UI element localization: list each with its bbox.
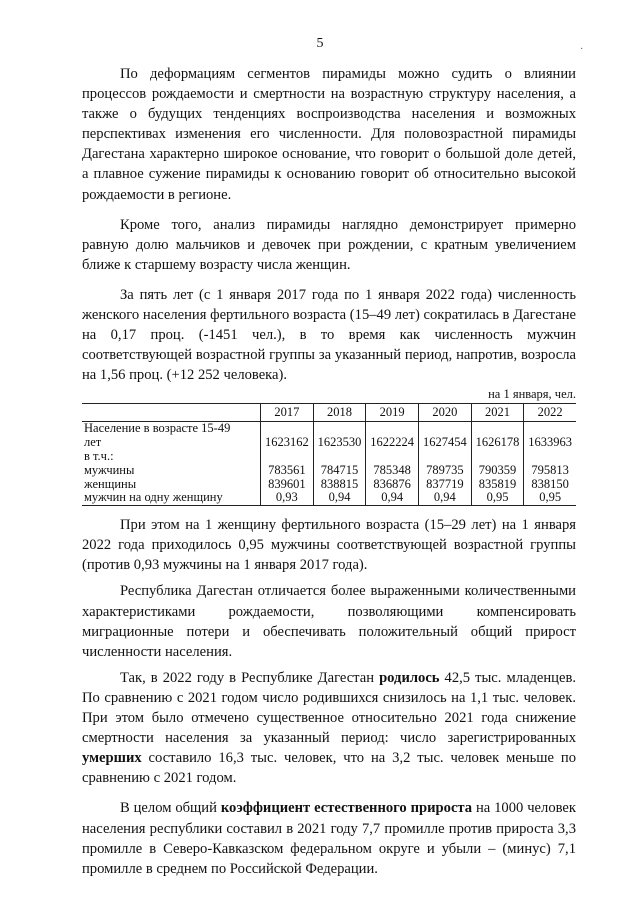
population-table xyxy=(82,403,576,506)
table-cell: 784715 xyxy=(313,464,366,478)
table-header-year: 2018 xyxy=(313,404,366,422)
paragraph-birth-rate: Республика Дагестан отличается более выраженными количественными характеристиками рождаемости, позволяющими компенсировать миграционные потери и обеспечивать положительный общий прирост численности населения. xyxy=(82,583,576,660)
text-segment: В целом общий xyxy=(120,800,221,817)
bold-term-died: умерших xyxy=(82,750,142,767)
paragraph-pyramid-analysis: Кроме того, анализ пирамиды наглядно демонстрирует примерно равную долю мальчиков и девочек при рождении, с кратным увеличением ближе к старшему возрасту числа женщин. xyxy=(82,216,576,273)
table-cell: 0,95 xyxy=(524,491,576,505)
row-label-population-cont: лет xyxy=(84,435,102,450)
table-cell: 1626178 xyxy=(471,436,524,450)
text-segment: составило 16,3 тыс. человек, что на 3,2 тыс. человек меньше по сравнению с 2021 годом. xyxy=(82,750,576,787)
row-label-women: женщины xyxy=(84,476,137,491)
table-header-year: 2019 xyxy=(366,404,419,422)
table-cell: 1633963 xyxy=(524,436,576,450)
bold-term-born: родилось xyxy=(379,669,440,686)
table-cell: 1623530 xyxy=(313,436,366,450)
row-label-population: Население в возрасте 15-49 xyxy=(84,421,231,436)
table-row-ratio xyxy=(82,491,576,505)
bold-term-growth-coefficient: коэффициент естественного прироста xyxy=(220,800,473,817)
paragraph-ratio: При этом на 1 женщину фертильного возраста (15–29 лет) на 1 января 2022 года приходилось 0,95 мужчины соответствующей возрастной группы (против 0,93 мужчины на 1 января 2017 года). xyxy=(82,517,576,574)
table-header-year: 2021 xyxy=(471,404,524,422)
table-cell: 1627454 xyxy=(419,436,472,450)
table-cell: 785348 xyxy=(366,464,419,478)
table-cell: 838815 xyxy=(313,478,366,492)
table-row-including xyxy=(82,450,576,464)
paragraph-five-years: За пять лет (с 1 января 2017 года по 1 января 2022 года) численность женского населения фертильного возраста (15–49 лет) сократилась в Дагестане на 0,17 проц. (-1451 чел.), в то время как численность мужчин соответствующей возрастной группы за указанный период, напротив, возросла на 1,56 проц. (+12 252 человека). xyxy=(82,286,576,384)
document-body xyxy=(82,64,576,879)
table-row-men xyxy=(82,464,576,478)
table-cell: 795813 xyxy=(524,464,576,478)
text-segment: 42,5 тыс. младенцев. По сравнению с 2021 годом число родившихся снизилось на 1,1 тыс. человек. При этом было отмечено существенное относительно 2021 года снижение смертности населения за указанный период: число зарегистрированных xyxy=(82,669,576,747)
table-header-empty xyxy=(82,404,261,422)
text-segment: Так, в 2022 году в Республике Дагестан xyxy=(120,669,380,686)
table-cell: 789735 xyxy=(419,464,472,478)
table-row-women xyxy=(82,478,576,492)
table-cell: 837719 xyxy=(419,478,472,492)
table-header-year: 2020 xyxy=(419,404,472,422)
table-cell: 835819 xyxy=(471,478,524,492)
row-label-ratio: мужчин на одну женщину xyxy=(84,490,223,505)
table-row-population-label xyxy=(82,422,576,436)
table-cell: 0,94 xyxy=(313,491,366,505)
paragraph-pyramid-deformation: По деформациям сегментов пирамиды можно судить о влиянии процессов рождаемости и смертности на возрастную структуру населения, а также о будущих тенденциях воспроизводства населения и возможных перспективах изменения его численности. Для половозрастной пирамиды Дагестана характерно широкое основание, что говорит о большой доле детей, а плавное сужение пирамиды к основанию говорит об относительно высокой рождаемости в регионе. xyxy=(82,66,576,203)
table-cell: 839601 xyxy=(261,478,314,492)
text-segment: на 1000 человек населения республики составил в 2021 году 7,7 промилле против прироста 3,3 промилле в Северо-Кавказском федеральном округе и убыли – (минус) 7,1 промилле в среднем по Российской Федерации. xyxy=(82,800,576,877)
table-header-row xyxy=(82,404,576,422)
corner-mark: · xyxy=(580,44,584,55)
table-cell: 836876 xyxy=(366,478,419,492)
table-cell: 0,94 xyxy=(419,491,472,505)
page-number: 5 xyxy=(316,36,324,51)
row-label-including: в т.ч.: xyxy=(84,449,114,463)
table-cell: 0,94 xyxy=(366,491,419,505)
table-cell: 1623162 xyxy=(261,436,314,450)
table-cell: 783561 xyxy=(261,464,314,478)
paragraph-births-deaths xyxy=(82,668,576,789)
table-cell: 838150 xyxy=(524,478,576,492)
table-row-population xyxy=(82,436,576,450)
table-cell: 790359 xyxy=(471,464,524,478)
paragraph-natural-growth xyxy=(82,798,576,878)
table-header-year: 2022 xyxy=(524,404,576,422)
table-cell: 1622224 xyxy=(366,436,419,450)
table-header-year: 2017 xyxy=(261,404,314,422)
table-cell: 0,93 xyxy=(261,491,314,505)
row-label-men: мужчины xyxy=(84,462,135,477)
table-cell: 0,95 xyxy=(471,491,524,505)
table-unit-note: на 1 января, чел. xyxy=(488,387,576,402)
